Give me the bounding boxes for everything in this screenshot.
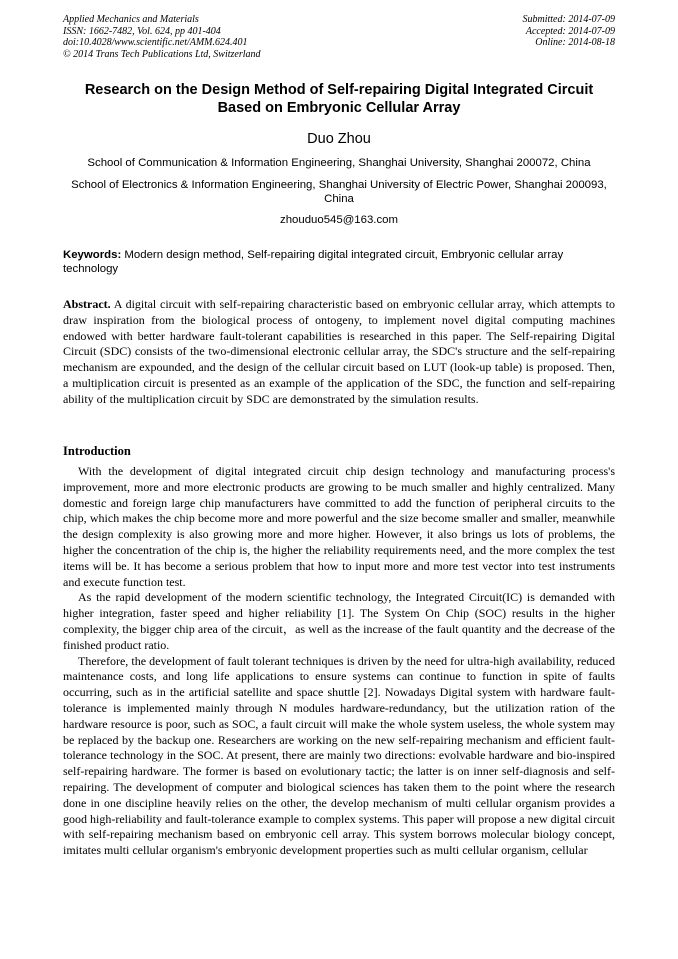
author-name: Duo Zhou: [307, 131, 371, 147]
paper-title: Research on the Design Method of Self-repairing Digital Integrated Circuit Based on Embryonic Cellular Array: [84, 82, 594, 116]
accepted-date: Accepted: 2014-07-09: [525, 25, 615, 37]
paragraph: As the rapid development of the modern scientific technology, the Integrated Circuit(IC) is demanded with higher integration, faster speed and higher reliability [1]. The System On Chip (SOC) results in the higher complexity, the bigger chip area of the circuit，as well as the increase of the fault quantity and the decrease of the finished product ratio.: [63, 590, 615, 652]
affiliation-2: School of Electronics & Information Engineering, Shanghai University of Electric Power, Shanghai 200093, China: [71, 179, 607, 205]
paragraph: With the development of digital integrated circuit chip design technology and manufacturing process's improvement, more and more electronic products are growing to be much smaller and highly centralized. Many domestic and foreign large chip manufacturers have committed to add the function of peripheral circuits to the chip, which makes the chip become more and more powerful and the size become smaller and smaller, meanwhile the design complexity is also growing more and more higher. However, it also brings us lots of problems, the higher the concentration of the chip is, the higher the reliability requirements need, and the more complex the test items will be. It has become a serious problem that how to input more and more test vector into test instruments and execute function test.: [63, 464, 615, 589]
publication-dates: [523, 14, 616, 49]
introduction-body: [63, 464, 615, 859]
keywords-label: Keywords:: [63, 249, 122, 261]
online-date: Online: 2014-08-18: [535, 37, 615, 48]
author-email: zhouduo545@163.com: [280, 214, 398, 226]
journal-name: Applied Mechanics and Materials: [63, 14, 199, 25]
abstract-text: A digital circuit with self-repairing characteristic based on embryonic cellular array, which attempts to draw inspiration from the biological process of ontogeny, to implement novel digital computing machines endowed with better hardware fault-tolerant capabilities is researched in this paper. The Self-repairing Digital Circuit (SDC) consists of the two-dimensional electronic cellular array, the SDC's structure and the self-repairing mechanism are expounded, and the design of the cellular circuit based on LUT (look-up table) is proposed. Then, a multiplication circuit is presented as an example of the application of the SDC, the function and self-repairing ability of the multiplication circuit by SDC are demonstrated by the simulation results.: [63, 297, 615, 406]
section-heading-introduction: Introduction: [63, 444, 131, 458]
journal-info: [63, 14, 261, 60]
keywords: [63, 248, 615, 276]
paragraph: Therefore, the development of fault tolerant techniques is driven by the need for ultra-high availability, reduced maintenance costs, and long life applications to ensure systems can continue to function in spite of faults occurring, such as in the artificial satellite and space shuttle [2]. Nowadays Digital system with hardware fault-tolerance is implemented mainly through N modules hardware-redundancy, but the utilization ration of the hardware resource is poor, such as SOC, a fault circuit will make the whole system useless, the whole system may be replaced by the backup one. Researchers are working on the new self-repairing mechanism and efficient fault-tolerance technology in the SOC. At present, there are mainly two directions: evolvable hardware and bio-inspired self-repairing hardware. The former is based on evolutionary tactic; the latter is on inner self-diagnosis and self-repairing. The development of computer and biological sciences has taken them to the point where the research done in one discipline heavily relies on the other, the develop mechanism of multi cellular organism provides a good high-reliability and fault-tolerance example to complex systems. This paper will propose a new digital circuit with self-repairing mechanism based on embryonic cell array. This system borrows molecular biology concept, imitates multi cellular organism's embryonic development properties such as multi cellular organism, cellular: [63, 653, 615, 858]
abstract: [63, 297, 615, 408]
affiliation-1: School of Communication & Information Engineering, Shanghai University, Shanghai 200072, China: [87, 157, 591, 169]
journal-copyright: © 2014 Trans Tech Publications Ltd, Switzerland: [63, 48, 261, 60]
submitted-date: Submitted: 2014-07-09: [522, 14, 615, 25]
journal-issn: ISSN: 1662-7482, Vol. 624, pp 401-404: [63, 25, 221, 37]
keywords-text: Modern design method, Self-repairing digital integrated circuit, Embryonic cellular array technology: [63, 249, 564, 275]
journal-doi: doi:10.4028/www.scientific.net/AMM.624.401: [63, 37, 248, 48]
abstract-label: Abstract.: [63, 297, 111, 311]
